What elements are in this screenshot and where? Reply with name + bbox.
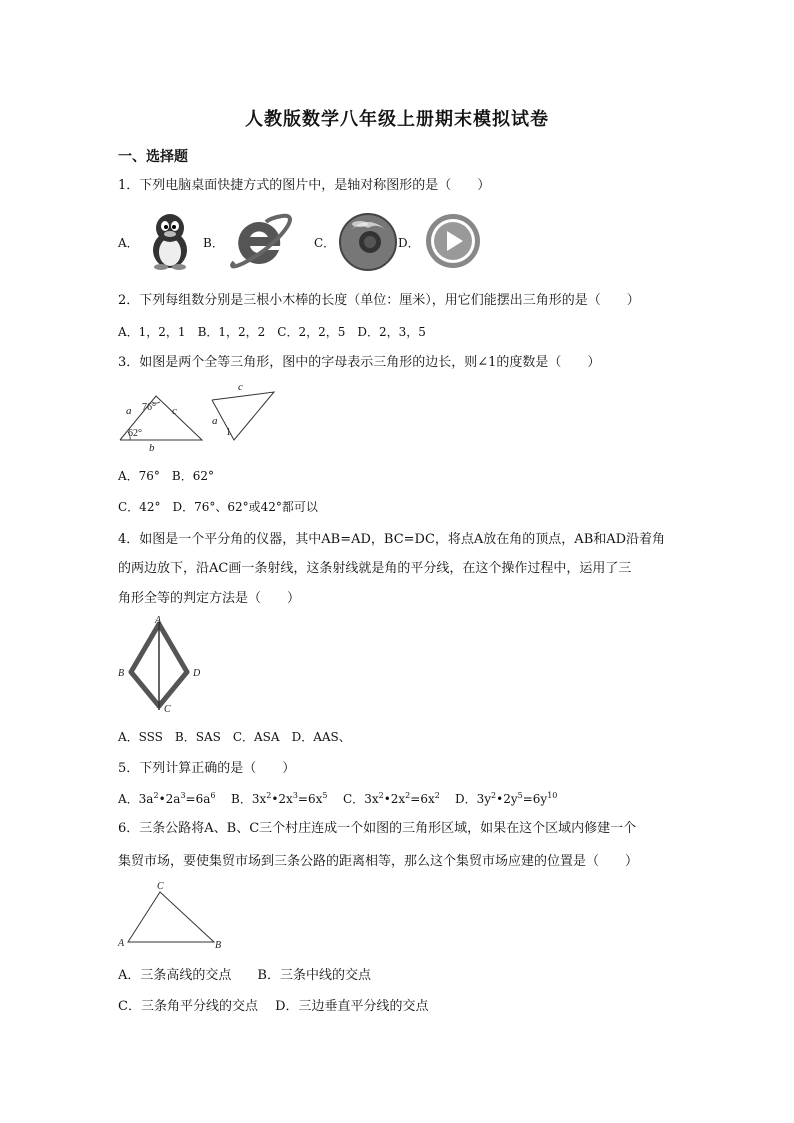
q3-label-b: b (149, 442, 155, 452)
q4-label-d: D (193, 668, 201, 679)
question-6-line-2: 集贸市场，要使集贸市场到三条公路的距离相等，那么这个集贸市场应建的位置是（ ） (118, 854, 639, 869)
question-5-option-a: A．$3a^2•2a^3=6a^6$ (118, 791, 216, 806)
question-6-options-2: C．三条角平分线的交点 D．三边垂直平分线的交点 (118, 999, 429, 1014)
page-title: 人教版数学八年级上册期末模拟试卷 (245, 109, 549, 130)
question-4-options: A．SSS B．SAS C．ASA D．AAS、 (118, 730, 351, 744)
q4-label-c: C (164, 704, 171, 715)
question-5-text: 5．下列计算正确的是（ ） (118, 761, 296, 776)
q6-label-a: A (118, 938, 125, 949)
q3-label-c2: c (238, 381, 243, 393)
question-5-option-b: B．$3x^2•2x^3=6x^5$ (231, 791, 328, 806)
question-6-line-1: 6．三条公路将A、B、C三个村庄连成一个如图的三角形区域，如果在这个区域内修建一个 (118, 821, 637, 836)
q1-option-d-label: D． (398, 236, 420, 250)
q6-label-b: B (215, 940, 222, 951)
q4-angle-bisector-instrument-figure (114, 614, 210, 716)
question-2-options: A．1，2，1 B．1，2，2 C．2，2，5 D．2，3，5 (118, 325, 426, 339)
q4-label-a: A (155, 615, 162, 626)
q3-label-a2: a (212, 415, 218, 427)
q1-option-b-label: B． (203, 236, 224, 250)
question-4-line-1: 4．如图是一个平分角的仪器，其中AB=AD，BC=DC，将点A放在角的顶点，AB和AD沿着角 (118, 532, 666, 547)
play-button-icon (424, 212, 482, 270)
penguin-icon (144, 212, 196, 270)
q1-option-c-label: C． (314, 236, 336, 250)
q3-angle-1: 1 (226, 427, 231, 438)
q3-label-a: a (126, 405, 132, 417)
chrome-ball-icon (338, 212, 398, 272)
question-5-option-c: C．$3x^2•2x^2=6x^2$ (343, 791, 440, 806)
question-5-option-d: D．$3y^2•2y^5=6y^{10}$ (455, 791, 558, 806)
q3-angle-62: 62° (128, 428, 142, 439)
q1-option-a-label: A． (118, 236, 139, 250)
question-1-text: 1．下列电脑桌面快捷方式的图片中，是轴对称图形的是（ ） (118, 178, 491, 193)
question-3-options-1: A．76° B．62° (118, 469, 215, 483)
q3-congruent-triangles-figure (114, 380, 284, 452)
question-3-options-2: C．42° D．76°、62°或42°都可以 (118, 500, 318, 514)
question-6-options-1: A．三条高线的交点 B．三条中线的交点 (118, 968, 371, 983)
question-3-text: 3．如图是两个全等三角形，图中的字母表示三角形的边长，则∠1的度数是（ ） (118, 355, 601, 370)
q6-triangle-figure (114, 878, 230, 952)
q3-angle-76: 76° (142, 402, 156, 413)
question-2-text: 2．下列每组数分别是三根小木棒的长度（单位：厘米），用它们能摆出三角形的是（ ） (118, 293, 640, 308)
q3-label-c: c (172, 405, 177, 417)
section-heading: 一、选择题 (118, 149, 188, 165)
internet-explorer-icon (226, 210, 296, 274)
q6-label-c: C (157, 881, 164, 892)
q4-label-b: B (118, 668, 125, 679)
question-4-line-2: 的两边放下，沿AC画一条射线，这条射线就是角的平分线，在这个操作过程中，运用了三 (118, 561, 632, 576)
question-4-line-3: 角形全等的判定方法是（ ） (118, 591, 301, 606)
